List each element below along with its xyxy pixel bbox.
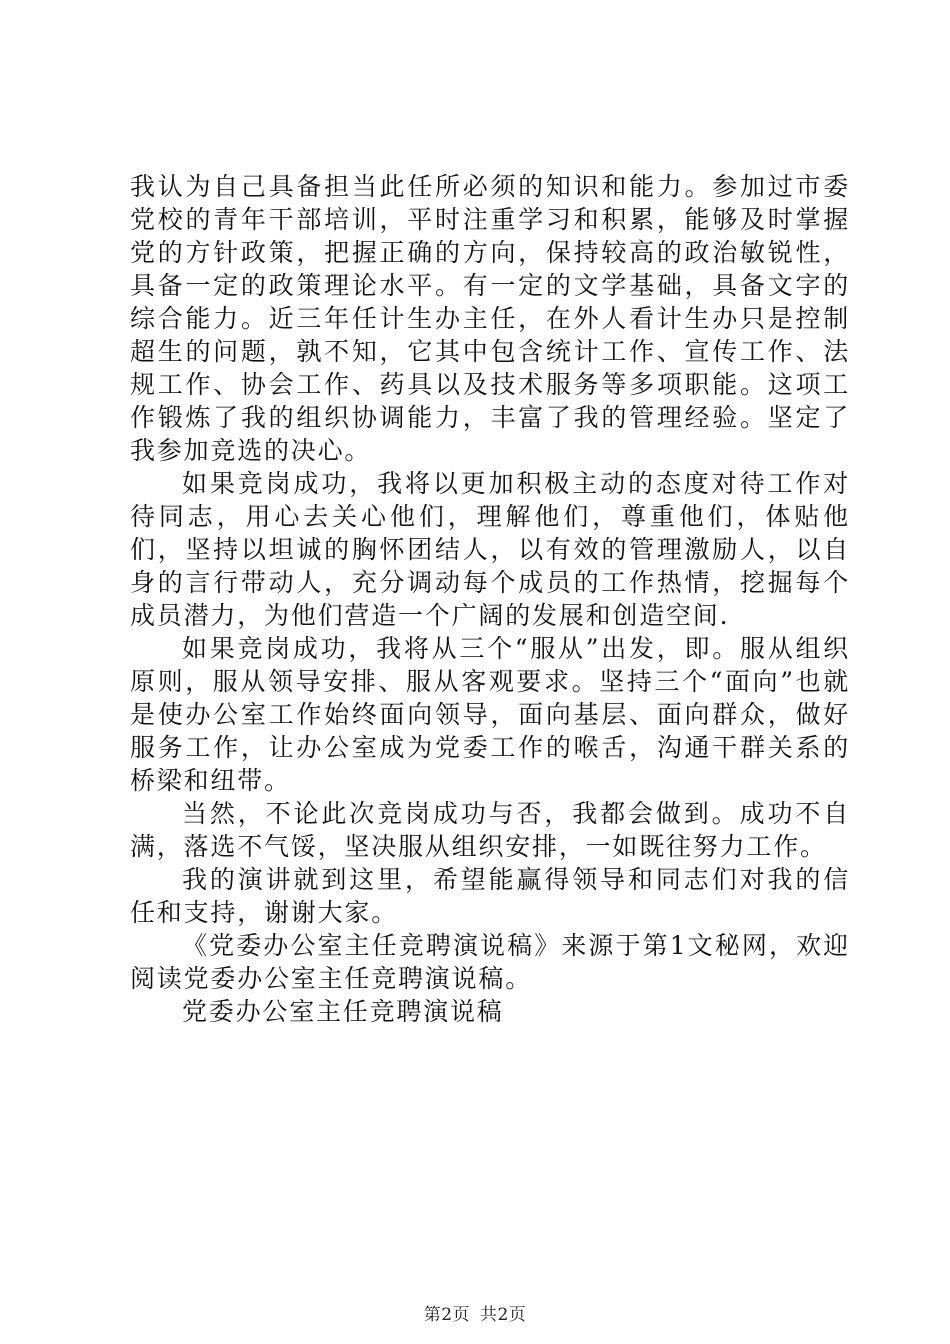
- paragraph-three-principles: 如果竞岗成功，我将从三个“服从”出发，即。服从组织原则，服从领导安排、服从客观要求。坚持三个“面向”也就是使办公室工作始终面向领导，面向基层、面向群众，做好服务工作，让办公室成为党委工作的喉舌，沟通干群关系的桥梁和纽带。: [130, 634, 850, 795]
- page-total: 共2页: [479, 1305, 527, 1325]
- page-number: 第2页: [423, 1305, 471, 1325]
- paragraph-closing: 我的演讲就到这里，希望能赢得领导和同志们对我的信任和支持，谢谢大家。: [130, 865, 850, 927]
- page-footer: [0, 1300, 950, 1325]
- paragraph-work-attitude: 如果竞岗成功，我将以更加积极主动的态度对待工作对待同志，用心去关心他们，理解他们，尊重他们，体贴他们，坚持以坦诚的胸怀团结人，以有效的管理激励人，以自身的言行带动人，充分调动每个成员的工作热情，挖掘每个成员潜力，为他们营造一个广阔的发展和创造空间.: [130, 469, 850, 630]
- paragraph-document-title: 党委办公室主任竞聘演说稿: [182, 997, 504, 1026]
- document-body: [130, 170, 850, 1028]
- paragraph-qualifications: 我认为自己具备担当此任所必须的知识和能力。参加过市委党校的青年干部培训，平时注重学习和积累，能够及时掌握党的方针政策，把握正确的方向，保持较高的政治敏锐性，具备一定的政策理论水平。有一定的文学基础，具备文字的综合能力。近三年任计生办主任，在外人看计生办只是控制超生的问题，孰不知，它其中包含统计工作、宣传工作、法规工作、协会工作、药具以及技术服务等多项职能。这项工作锻炼了我的组织协调能力，丰富了我的管理经验。坚定了我参加竞选的决心。: [130, 172, 850, 465]
- paragraph-source-note: 《党委办公室主任竞聘演说稿》来源于第1文秘网，欢迎阅读党委办公室主任竞聘演说稿。: [130, 931, 850, 993]
- paragraph-commitment: 当然，不论此次竞岗成功与否，我都会做到。成功不自满，落选不气馁，坚决服从组织安排，一如既往努力工作。: [130, 799, 850, 861]
